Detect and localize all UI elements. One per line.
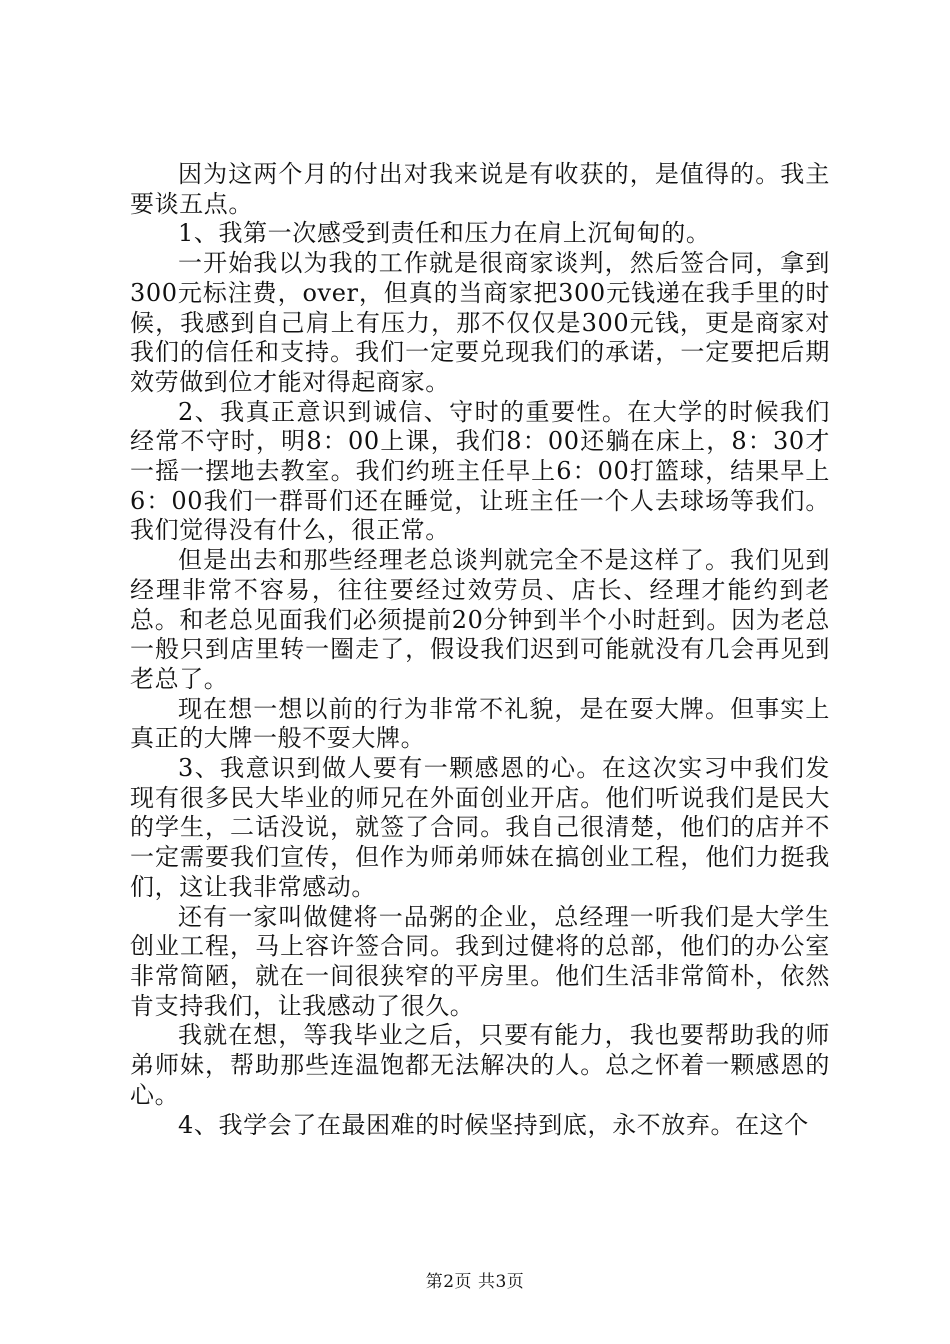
paragraph-point-2-negotiation: 但是出去和那些经理老总谈判就完全不是这样了。我们见到经理非常不容易，往往要经过效劳员、店长、经理才能约到老总。和老总见面我们必须提前20分钟到半个小时赶到。因为老总一般只到店里转一圈走了，假设我们迟到可能就没有几会再见到老总了。 <box>130 546 830 693</box>
paragraph-point-3-reflection: 我就在想，等我毕业之后，只要有能力，我也要帮助我的师弟师妹，帮助那些连温饱都无法解决的人。总之怀着一颗感恩的心。 <box>130 1021 830 1109</box>
page-number-total: 共3页 <box>477 1272 525 1292</box>
paragraph-point-3-company: 还有一家叫做健将一品粥的企业，总经理一听我们是大学生创业工程，马上容许签合同。我到过健将的总部，他们的办公室非常简陋，就在一间很狭窄的平房里。他们生活非常简朴，依然肯支持我们，让我感动了很久。 <box>130 902 830 1020</box>
paragraph-point-3: 3、我意识到做人要有一颗感恩的心。在这次实习中我们发现有很多民大毕业的师兄在外面创业开店。他们听说我们是民大的学生，二话没说，就签了合同。我自己很清楚，他们的店并不一定需要我们宣传，但作为师弟师妹在搞创业工程，他们力挺我们，这让我非常感动。 <box>130 754 830 901</box>
paragraph-point-4: 4、我学会了在最困难的时候坚持到底，永不放弃。在这个 <box>178 1110 809 1139</box>
page-number-current: 第2页 <box>425 1272 473 1292</box>
document-body <box>130 160 830 1140</box>
paragraph-point-2: 2、我真正意识到诚信、守时的重要性。在大学的时候我们经常不守时，明8：00上课，我们8：00还躺在床上，8：30才一摇一摆地去教室。我们约班主任早上6：00打篮球，结果早上6：00我们一群哥们还在睡觉，让班主任一个人去球场等我们。我们觉得没有什么，很正常。 <box>130 397 830 545</box>
paragraph-point-1-body: 一开始我以为我的工作就是很商家谈判，然后签合同，拿到300元标注费，over，但真的当商家把300元钱递在我手里的时候，我感到自己肩上有压力，那不仅仅是300元钱，更是商家对我们的信任和支持。我们一定要兑现我们的承诺，一定要把后期效劳做到位才能对得起商家。 <box>130 249 830 396</box>
paragraph-point-1-heading: 1、我第一次感受到责任和压力在肩上沉甸甸的。 <box>178 219 711 248</box>
paragraph-point-2-reflection: 现在想一想以前的行为非常不礼貌，是在耍大牌。但事实上真正的大牌一般不耍大牌。 <box>130 694 830 753</box>
page-footer <box>0 1271 950 1293</box>
paragraph-intro: 因为这两个月的付出对我来说是有收获的，是值得的。我主要谈五点。 <box>130 160 830 218</box>
